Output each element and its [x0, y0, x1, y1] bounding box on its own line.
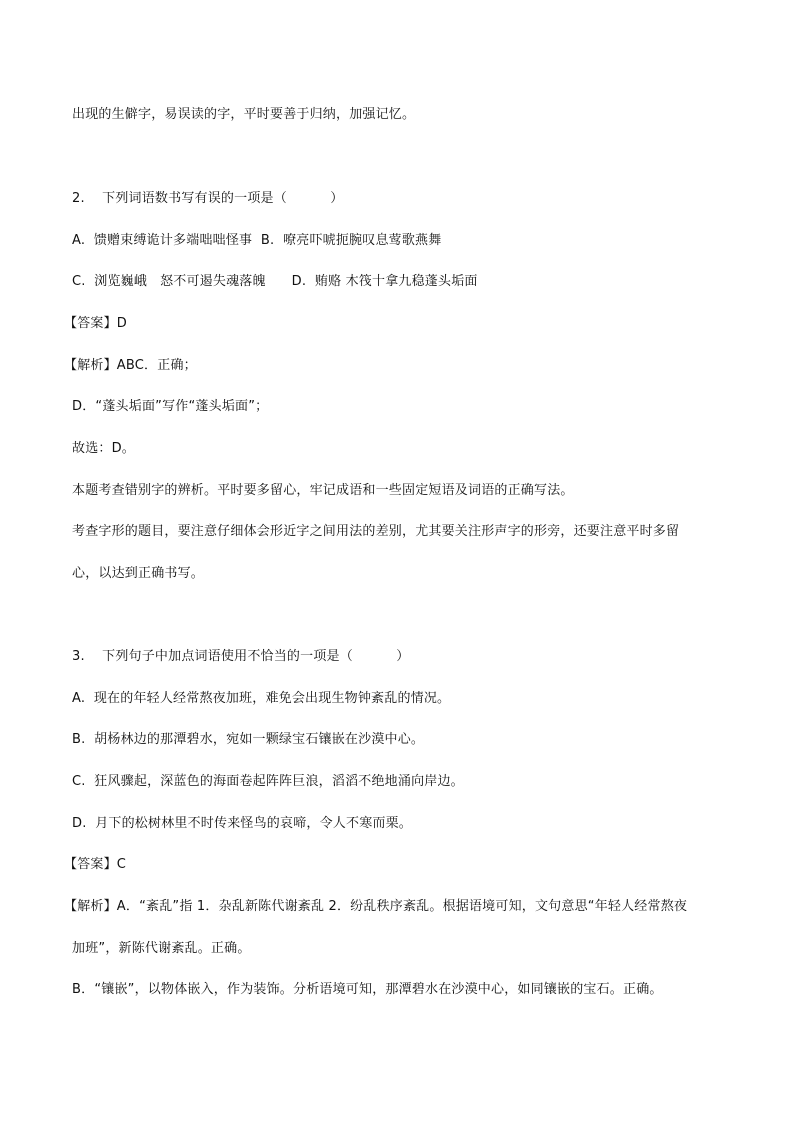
question-2-options-ab: A. 馈赠束缚诡计多端咄咄怪事 B. 嘹亮吓唬扼腕叹息莺歌燕舞 [72, 233, 442, 248]
question-3-option-d: D. 月下的松树林里不时传来怪鸟的哀啼，令人不寒而栗。 [72, 816, 413, 831]
question-3-option-a: A. 现在的年轻人经常熬夜加班，难免会出现生物钟紊乱的情况。 [72, 691, 451, 706]
question-3-analysis-a-line-2: 加班”，新陈代谢紊乱。正确。 [72, 941, 251, 956]
question-2-answer: 【答案】D [64, 316, 128, 331]
text-line-continuation: 出现的生僻字，易误读的字，平时要善于归纳，加强记忆。 [72, 107, 416, 122]
question-2-analysis-d: D．“蓬头垢面”写作“蓬头垢面”； [72, 399, 269, 414]
question-3-answer: 【答案】C [64, 857, 127, 872]
question-2-options-cd: C. 浏览巍峨 怒不可遏失魂落魄 D. 贿赂 木筏十拿九稳蓬头垢面 [72, 274, 478, 289]
question-3-analysis-b: B．“镶嵌”，以物体嵌入，作为装饰。分析语境可知，那潭碧水在沙漠中心，如同镶嵌的宝石。正确。 [72, 982, 663, 997]
question-2-analysis: 【解析】ABC．正确； [64, 358, 197, 373]
question-2-tip-line-2: 心，以达到正确书写。 [72, 566, 205, 581]
question-2-choice: 故选：D。 [72, 441, 136, 456]
question-2-note: 本题考查错别字的辨析。平时要多留心，牢记成语和一些固定短语及词语的正确写法。 [72, 483, 574, 498]
question-2-stem: 2. 下列词语数书写有误的一项是（ ） [72, 191, 344, 206]
question-2-tip-line-1: 考查字形的题目，要注意仔细体会形近字之间用法的差别，尤其要关注形声字的形旁，还要注意平时多留 [72, 524, 680, 539]
question-3-option-c: C. 狂风骤起，深蓝色的海面卷起阵阵巨浪，滔滔不绝地涌向岸边。 [72, 774, 464, 789]
question-3-stem: 3. 下列句子中加点词语使用不恰当的一项是（ ） [72, 649, 410, 664]
question-3-option-b: B. 胡杨林边的那潭碧水，宛如一颗绿宝石镶嵌在沙漠中心。 [72, 732, 425, 747]
question-3-analysis-a-line-1: 【解析】A．“紊乱”指 1．杂乱新陈代谢紊乱 2．纷乱秩序紊乱。根据语境可知，文句意思“年轻人经常熬夜 [64, 899, 688, 914]
